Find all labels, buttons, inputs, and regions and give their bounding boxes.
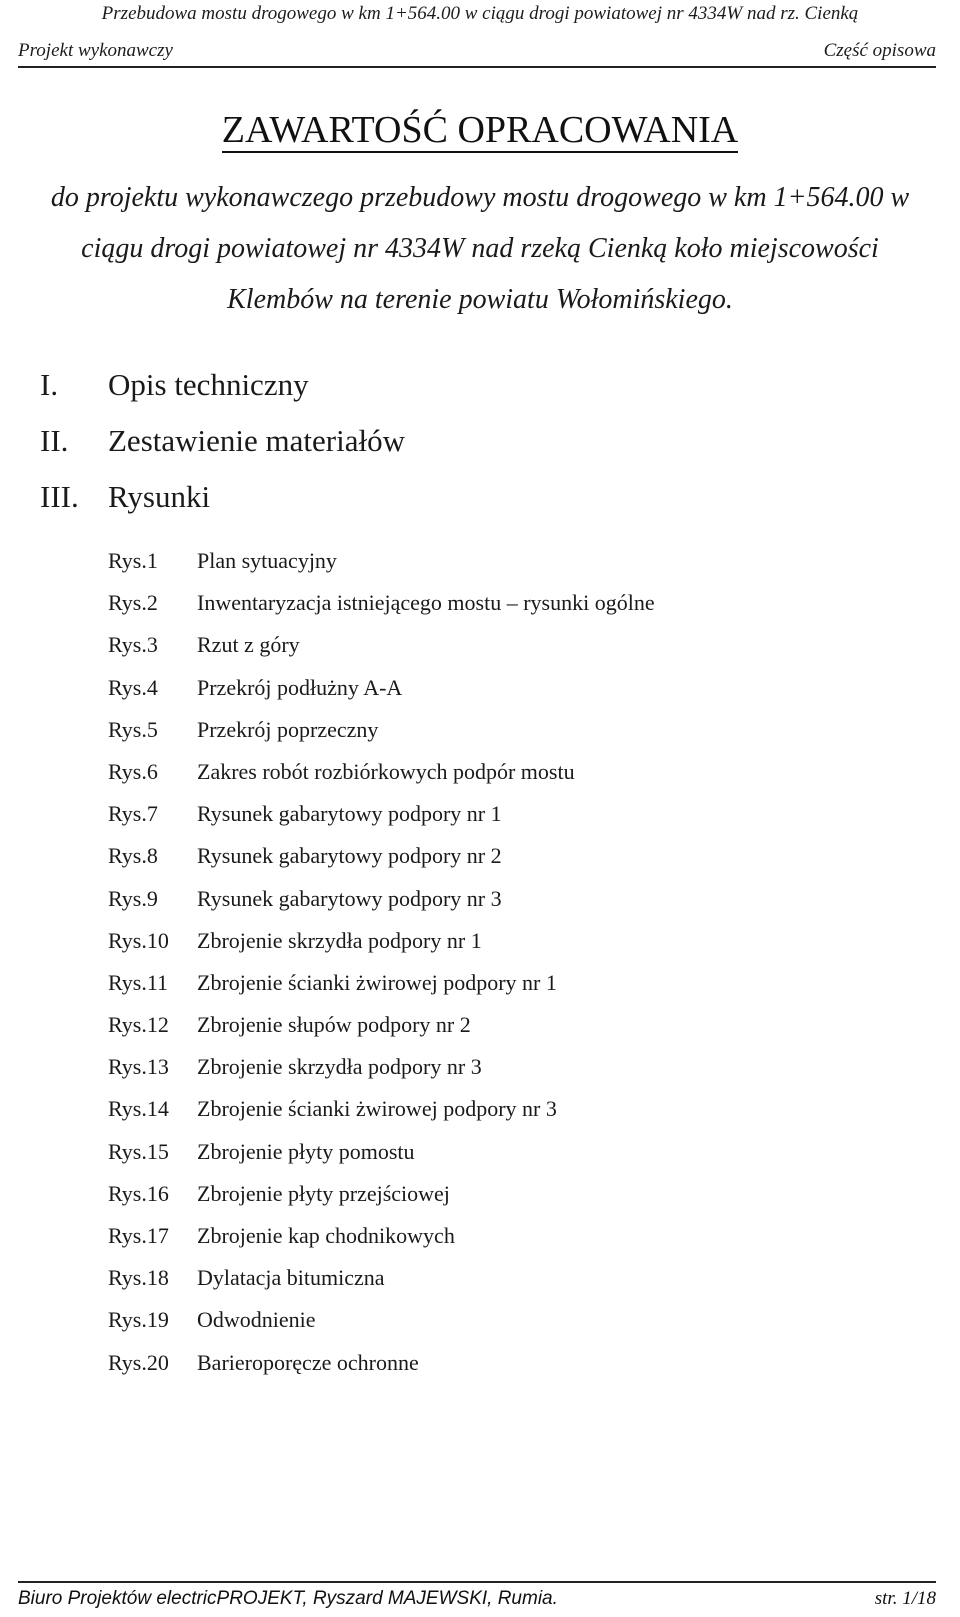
footer-company: Biuro Projektów electricPROJEKT, Ryszard MAJEWSKI, Rumia. <box>18 1588 558 1609</box>
drawing-name: Plan sytuacyjny <box>197 548 337 573</box>
header-part: Część opisowa <box>823 40 936 61</box>
footer-page-number: str. 1/18 <box>874 1588 936 1609</box>
drawing-code: Rys.4 <box>108 674 158 700</box>
document-subtitle <box>22 172 938 325</box>
drawing-name: Zbrojenie ścianki żwirowej podpory nr 3 <box>197 1096 557 1122</box>
drawing-code: Rys.8 <box>108 843 158 869</box>
drawing-code: Rys.7 <box>108 801 158 827</box>
drawing-name: Zbrojenie słupów podpory nr 2 <box>197 1012 471 1038</box>
drawing-name: Zbrojenie ścianki żwirowej podpory nr 1 <box>197 969 557 995</box>
drawing-name: Rysunek gabarytowy podpory nr 1 <box>197 801 502 827</box>
drawing-name: Zbrojenie kap chodnikowych <box>197 1223 455 1248</box>
drawing-code: Rys.20 <box>108 1349 169 1375</box>
section-number: II. <box>40 423 69 458</box>
drawing-name: Rzut z góry <box>197 632 300 658</box>
drawing-code: Rys.16 <box>108 1180 169 1206</box>
drawing-code: Rys.9 <box>108 885 158 911</box>
drawing-name: Dylatacja bitumiczna <box>197 1265 385 1291</box>
drawing-code: Rys.10 <box>108 927 169 953</box>
subtitle-line-3: Klembów na terenie powiatu Wołomińskiego. <box>227 284 733 315</box>
drawing-code: Rys.1 <box>108 548 158 573</box>
drawing-code: Rys.18 <box>108 1265 169 1291</box>
drawing-code: Rys.6 <box>108 758 158 784</box>
drawing-code: Rys.11 <box>108 969 169 995</box>
drawing-code: Rys.17 <box>108 1223 169 1248</box>
drawing-code: Rys.5 <box>108 716 158 742</box>
drawing-name: Odwodnienie <box>197 1307 316 1333</box>
section-label: Rysunki <box>108 479 211 514</box>
header-rule <box>18 66 936 68</box>
drawing-code: Rys.3 <box>108 632 158 658</box>
footer-rule <box>18 1581 936 1583</box>
header-project-title: Przebudowa mostu drogowego w km 1+564.00 w ciągu drogi powiatowej nr 4334W nad rz. Cienką <box>101 3 859 24</box>
drawing-name: Rysunek gabarytowy podpory nr 2 <box>197 843 502 869</box>
drawing-name: Inwentaryzacja istniejącego mostu – rysunki ogólne <box>197 590 655 616</box>
section-number: I. <box>40 367 59 402</box>
section-label: Zestawienie materiałów <box>108 423 405 458</box>
subtitle-line-1: do projektu wykonawczego przebudowy mostu drogowego w km 1+564.00 w <box>50 182 910 213</box>
drawing-name: Przekrój podłużny A-A <box>197 674 403 700</box>
drawing-code: Rys.13 <box>108 1054 169 1080</box>
drawing-name: Barieroporęcze ochronne <box>197 1349 419 1375</box>
drawing-code: Rys.14 <box>108 1096 169 1122</box>
drawing-code: Rys.15 <box>108 1138 169 1164</box>
drawing-name: Rysunek gabarytowy podpory nr 3 <box>197 885 502 911</box>
header-project-type: Projekt wykonawczy <box>18 40 173 61</box>
header-meta-row <box>18 38 936 64</box>
drawing-code: Rys.19 <box>108 1307 169 1333</box>
subtitle-line-2: ciągu drogi powiatowej nr 4334W nad rzeką Cienką koło miejscowości <box>81 233 879 264</box>
drawing-name: Przekrój poprzeczny <box>197 716 379 742</box>
drawing-name: Zbrojenie płyty pomostu <box>197 1138 415 1164</box>
drawing-name: Zbrojenie skrzydła podpory nr 3 <box>197 1054 482 1080</box>
drawing-name: Zakres robót rozbiórkowych podpór mostu <box>197 758 575 784</box>
document-title-text: ZAWARTOŚĆ OPRACOWANIA <box>221 109 739 151</box>
drawing-name: Zbrojenie płyty przejściowej <box>197 1180 450 1206</box>
drawing-code: Rys.2 <box>108 590 158 616</box>
section-label: Opis techniczny <box>108 367 309 402</box>
section-number: III. <box>40 479 79 514</box>
footer <box>18 1586 936 1612</box>
document-title <box>0 108 960 152</box>
drawing-name: Zbrojenie skrzydła podpory nr 1 <box>197 927 482 953</box>
drawing-code: Rys.12 <box>108 1012 169 1038</box>
